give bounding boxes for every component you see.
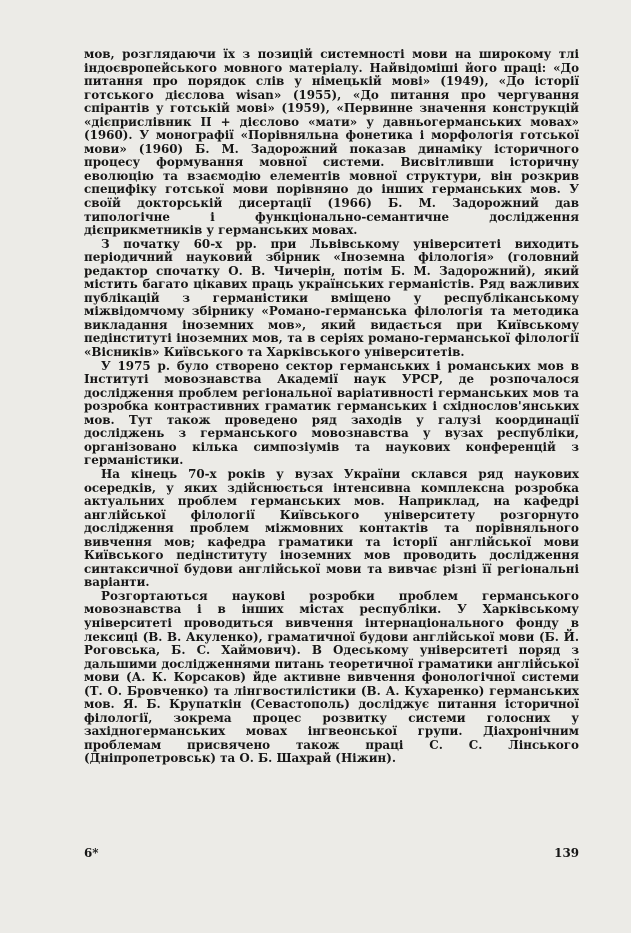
signature-mark: 6*	[84, 846, 99, 860]
page-number: 139	[554, 846, 579, 860]
paragraph-2: З початку 60-х рр. при Львівському університеті виходить періодичний науковий збірник «Іноземна філологія» (головний редактор спочатку О. В. Чичерін, потім Б. М. Задорожний), який містить багато цікавих праць українських германістів. Ряд важливих публікацій з германістики вміщено у республіканському міжвідомчому збірнику «Романо-германська філологія та методика викладання іноземних мов», який видається при Київському педінституті іноземних мов, та в серіях романо-германської філології «Вісників» Київського та Харківського університетів.	[84, 236, 579, 360]
paragraph-4: На кінець 70-х років у вузах України склався ряд наукових осередків, у яких здійснюється інтенсивна комплексна розробка актуальних проблем германських мов. Наприклад, на кафедрі англійської філології Київського університету розгорнуто дослідження проблем міжмовних контактів та порівняльного вивчення мов; кафедра граматики та історії англійської мови Київського педінституту іноземних мов проводить дослідження синтаксичної будови англійської мови та вивчає різні її регіональні варіанти.	[84, 466, 579, 590]
paragraph-3: У 1975 р. було створено сектор германських і романських мов в Інституті мовознавства Академії наук УРСР, де розпочалося дослідження проблем регіональної варіативності германських мов та розробка контрастивних граматик германських і східнослов'янських мов. Тут також проведено ряд заходів у галузі координації досліджень з германського мовознавства у вузах республіки, організовано кілька симпозіумів та наукових конференцій з германістики.	[84, 358, 579, 468]
paragraph-5: Розгортаються наукові розробки проблем германського мовознавства і в інших містах республіки. У Харківському університеті проводиться вивчення інтернаціонального фонду в лексиці (В. В. Акуленко), граматичної будови англійської мови (Б. Й. Роговська, Б. С. Хаймович). В Одеському університеті поряд з дальшими дослідженнями питань теоретичної граматики англійської мови (А. К. Корсаков) йде активне вивчення фонологічної системи (Т. О. Бровченко) та лінгвостилістики (В. А. Кухаренко) германських мов. Я. Б. Крупаткін (Севастополь) досліджує питання історичної філології, зокрема процес розвитку системи голосних у західногерманських мовах інгвеонської групи. Діахронічним проблемам присвячено також праці С. С. Лінського (Дніпропетровськ) та О. Б. Шахрай (Ніжин).	[84, 588, 579, 766]
paragraph-1: мов, розглядаючи їх з позицій системності мови на широкому тлі індоєвропейського мовного матеріалу. Найвідоміші його праці: «До питання про порядок слів у німецькій мові» (1949), «До історії готського дієслова wisan» (1955), «До питання про чергування спірантів у готській мові» (1959), «Первинне значення конструкцій «дієприслівник II + дієслово «мати» у давньогерманських мовах» (1960). У монографії «Порівняльна фонетика і морфологія готської мови» (1960) Б. М. Задорожний показав динаміку історичного процесу формування мовної системи. Висвітливши історичну еволюцію та взаємодію елементів мовної структури, він розкрив специфіку готської мови порівняно до інших германських мов. У своїй докторській дисертації (1966) Б. М. Задорожний дав типологічне і функціонально-семантичне дослідження дієприкметників у германських мовах.	[84, 47, 579, 238]
body-text	[84, 48, 579, 766]
page-footer	[84, 846, 579, 860]
